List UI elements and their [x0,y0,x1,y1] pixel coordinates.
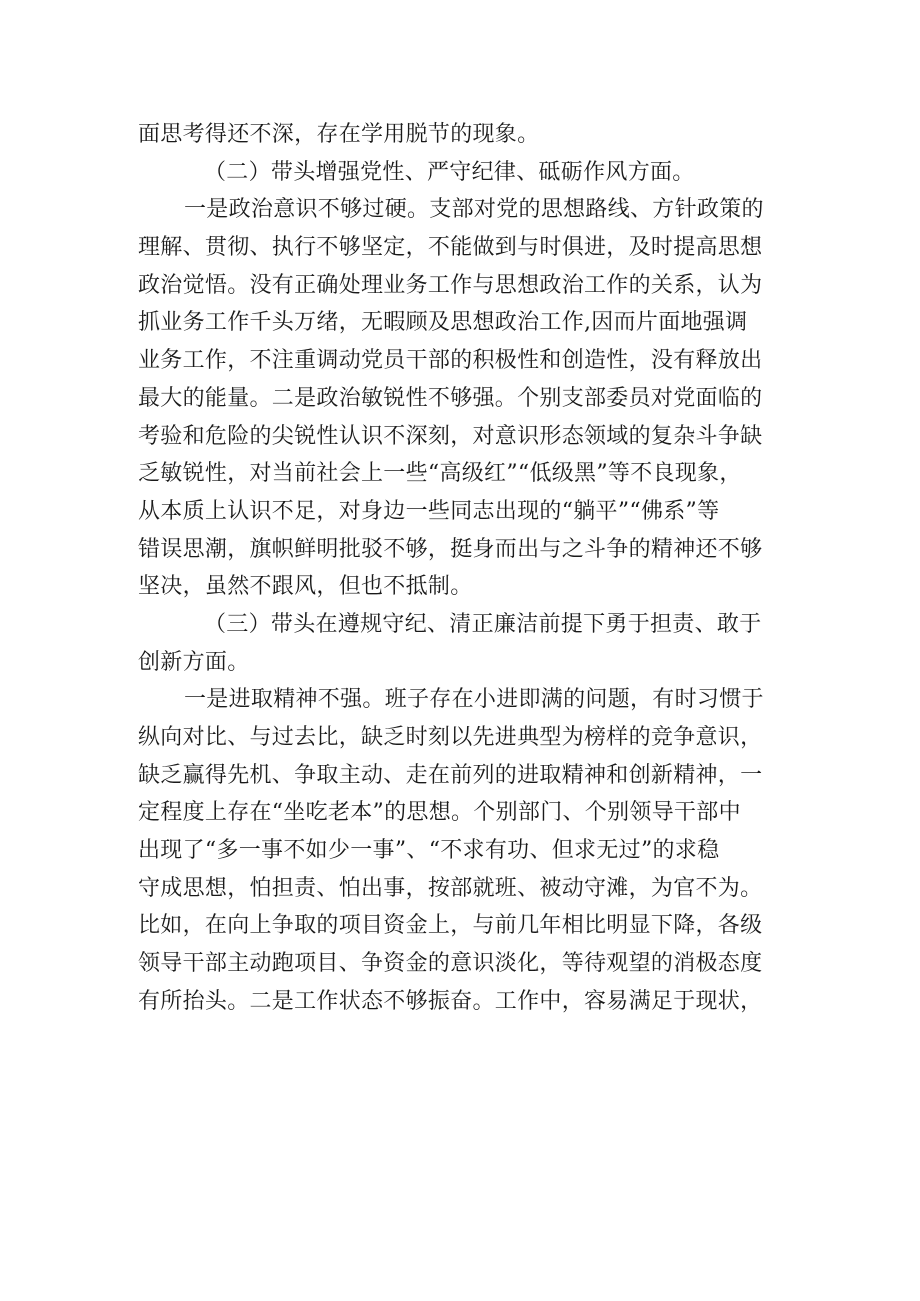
document-body [138,116,788,1021]
text-line: 创新方面。 [138,649,250,675]
text-line: 错误思潮，旗帜鲜明批驳不够，挺身而出与之斗争的精神还不够 [138,536,763,562]
text-line: 定程度上存在“坐吃老本”的思想。个别部门、个别领导干部中 [138,800,741,826]
text-line: 有所抬头。二是工作状态不够振奋。工作中，容易满足于现状， [138,988,763,1014]
text-line: 考验和危险的尖锐性认识不深刻，对意识形态领域的复杂斗争缺 [138,423,763,449]
text-line: 业务工作，不注重调动党员干部的积极性和创造性，没有释放出 [138,348,763,374]
text-line: 比如，在向上争取的项目资金上，与前几年相比明显下降，各级 [138,913,763,939]
text-line: 抓业务工作千头万绪，无暇顾及思想政治工作,因而片面地强调 [138,310,748,336]
text-line: 守成思想，怕担责、怕出事，按部就班、被动守滩，为官不为。 [138,875,763,901]
text-line: 政治觉悟。没有正确处理业务工作与思想政治工作的关系，认为 [138,272,763,298]
text-line: 面思考得还不深，存在学用脱节的现象。 [138,122,540,147]
text-line: 一是政治意识不够过硬。支部对党的思想路线、方针政策的 [184,197,764,223]
text-line: 理解、贯彻、执行不够坚定，不能做到与时俱进，及时提高思想 [138,235,763,261]
text-line: 纵向对比、与过去比，缺乏时刻以先进典型为榜样的竞争意识， [138,725,763,750]
text-line: 缺乏赢得先机、争取主动、走在前列的进取精神和创新精神，一 [138,762,763,788]
section-heading-2: （二）带头增强党性、严守纪律、砥砺作风方面。 [204,159,695,185]
section-heading-3: （三）带头在遵规守纪、清正廉洁前提下勇于担责、敢于 [204,611,762,637]
text-line: 出现了“多一事不如少一事”、“不求有功、但求无过”的求稳 [138,838,720,864]
text-line: 最大的能量。二是政治敏锐性不够强。个别支部委员对党面临的 [138,385,763,411]
text-line: 乏敏锐性，对当前社会上一些“高级红”“低级黑”等不良现象， [138,461,742,487]
text-line: 一是进取精神不强。班子存在小进即满的问题，有时习惯于 [184,687,764,713]
text-line: 领导干部主动跑项目、争资金的意识淡化，等待观望的消极态度 [138,951,763,977]
text-line: 坚决，虽然不跟风，但也不抵制。 [138,574,473,600]
text-line: 从本质上认识不足，对身边一些同志出现的“躺平”“佛系”等 [138,498,720,524]
